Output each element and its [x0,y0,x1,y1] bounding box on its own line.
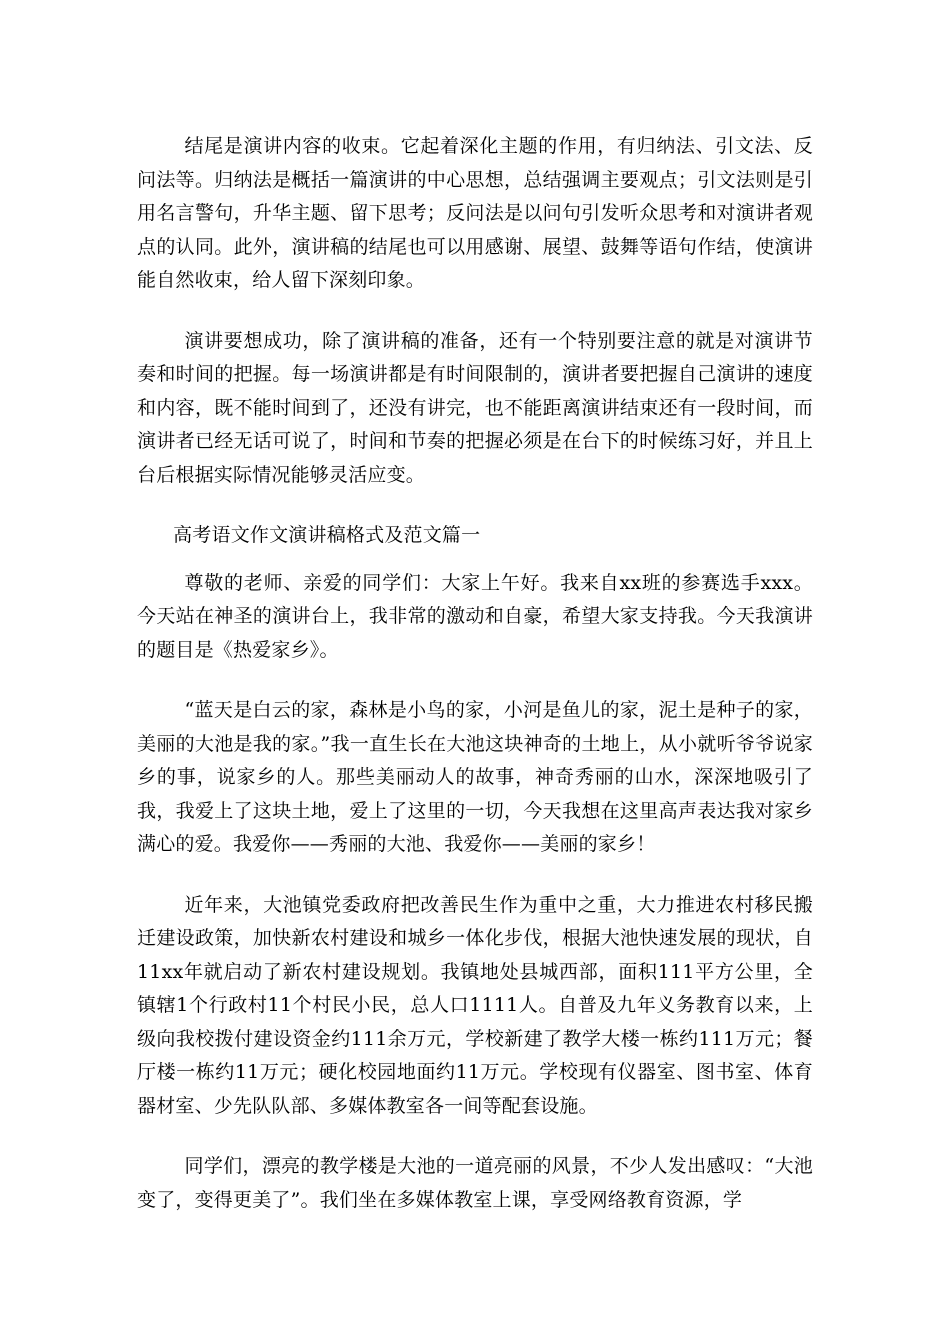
paragraph-conclusion: 结尾是演讲内容的收束。它起着深化主题的作用，有归纳法、引文法、反问法等。归纳法是概括一篇演讲的中心思想，总结强调主要观点；引文法则是引用名言警句，升华主题、留下思考；反问法是以问句引发听众思考和对演讲者观点的认同。此外，演讲稿的结尾也可以用感谢、展望、鼓舞等语句作结，使演讲能自然收束，给人留下深刻印象。 [137,135,813,291]
paragraph-greeting: 尊敬的老师、亲爱的同学们：大家上午好。我来自xx班的参赛选手xxx。今天站在神圣的演讲台上，我非常的激动和自豪，希望大家支持我。今天我演讲的题目是《热爱家乡》。 [137,571,813,661]
paragraph-school: 同学们，漂亮的教学楼是大池的一道亮丽的风景，不少人发出感叹：“大池变了，变得更美了”。我们坐在多媒体教室上课，享受网络教育资源，学 [137,1155,813,1211]
document-body [137,130,813,1244]
paragraph-development: 近年来，大池镇党委政府把改善民生作为重中之重，大力推进农村移民搬迁建设政策，加快新农村建设和城乡一体化步伐，根据大池快速发展的现状，自11xx年就启动了新农村建设规划。我镇地处县城西部，面积111平方公里，全镇辖1个行政村11个村民小民，总人口1111人。自普及九年义务教育以来，上级向我校拨付建设资金约111余万元，学校新建了教学大楼一栋约111万元；餐厅楼一栋约11万元；硬化校园地面约11万元。学校现有仪器室、图书室、体育器材室、少先队队部、多媒体教室各一间等配套设施。 [137,893,813,1117]
section-heading: 高考语文作文演讲稿格式及范文篇一 [173,524,481,546]
paragraph-hometown: “蓝天是白云的家，森林是小鸟的家，小河是鱼儿的家，泥土是种子的家，美丽的大池是我的家。”我一直生长在大池这块神奇的土地上，从小就听爷爷说家乡的事，说家乡的人。那些美丽动人的故事，神奇秀丽的山水，深深地吸引了我，我爱上了这块土地，爱上了这里的一切，今天我想在这里高声表达我对家乡满心的爱。我爱你——秀丽的大池、我爱你——美丽的家乡！ [137,699,813,855]
paragraph-timing: 演讲要想成功，除了演讲稿的准备，还有一个特别要注意的就是对演讲节奏和时间的把握。每一场演讲都是有时间限制的，演讲者要把握自己演讲的速度和内容，既不能时间到了，还没有讲完，也不能距离演讲结束还有一段时间，而演讲者已经无话可说了，时间和节奏的把握必须是在台下的时候练习好，并且上台后根据实际情况能够灵活应变。 [137,329,813,486]
